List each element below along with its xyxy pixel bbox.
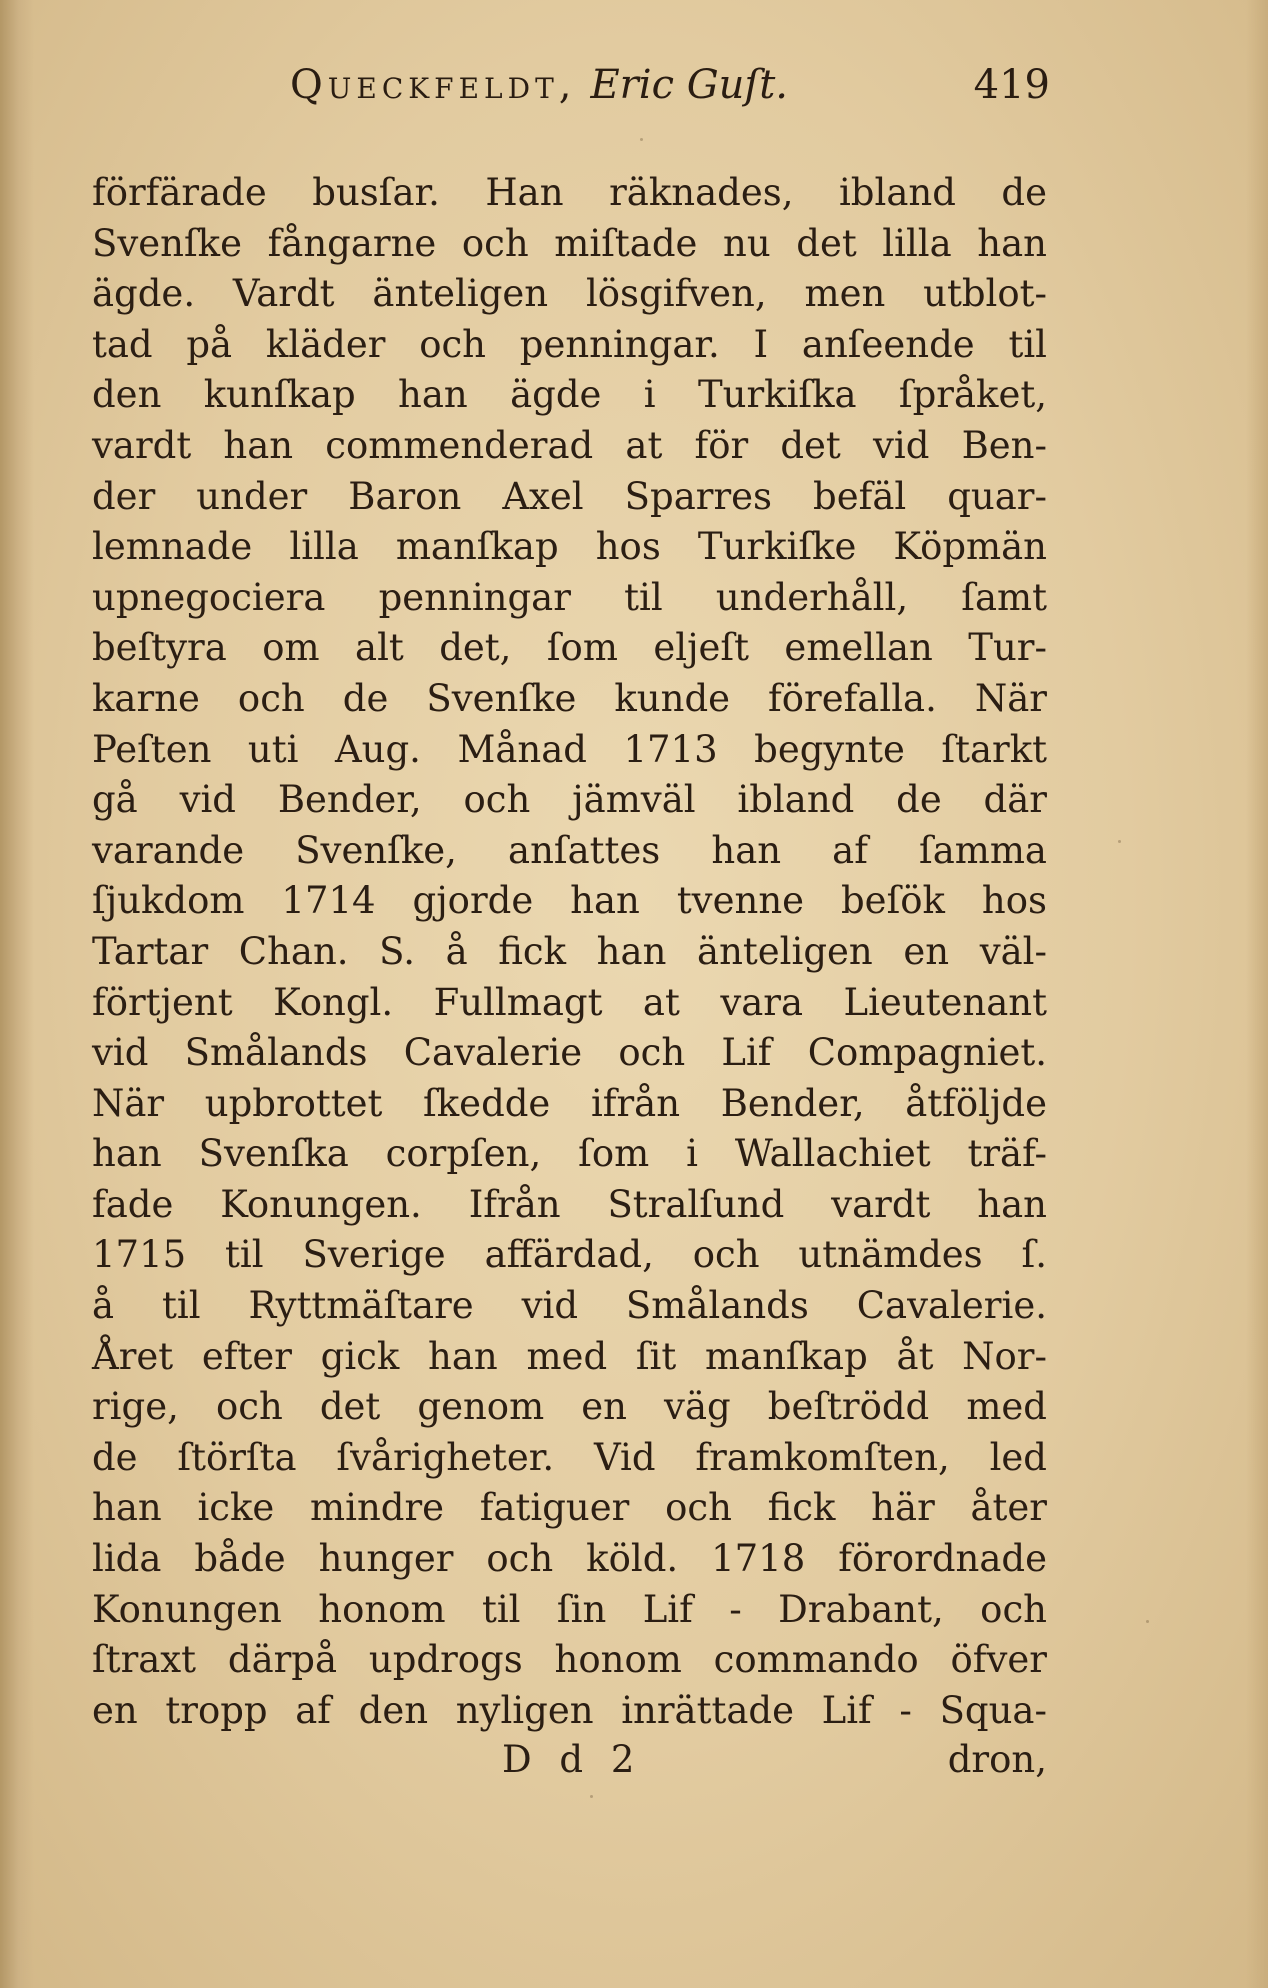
spine-shadow bbox=[0, 0, 34, 1988]
text-line: han icke mindre fatiguer och fick här åter bbox=[92, 1486, 1047, 1530]
text-line: ägde. Vardt änteligen lösgifven, men utblot- bbox=[92, 272, 1047, 316]
page-number: 419 bbox=[973, 62, 1050, 108]
text-line: karne och de Svenſke kunde förefalla. När bbox=[92, 676, 1047, 720]
text-line: han Svenſka corpſen, ſom i Wallachiet träf- bbox=[92, 1132, 1047, 1176]
text-line: tad på kläder och penningar. I anſeende til bbox=[92, 322, 1047, 366]
text-line: gå vid Bender, och jämväl ibland de där bbox=[92, 778, 1047, 822]
text-line: ſjukdom 1714 gjorde han tvenne beſök hos bbox=[92, 879, 1047, 923]
text-line: upnegociera penningar til underhåll, ſamt bbox=[92, 575, 1047, 619]
paper-speck bbox=[640, 138, 643, 141]
text-line: Peſten uti Aug. Månad 1713 begynte ſtarkt bbox=[92, 727, 1047, 771]
text-line: Konungen honom til ſin Lif - Drabant, och bbox=[92, 1587, 1047, 1631]
text-line: fade Konungen. Ifrån Stralſund vardt han bbox=[92, 1182, 1047, 1226]
text-line: vardt han commenderad at för det vid Ben- bbox=[92, 423, 1047, 467]
signature-mark: D d 2 bbox=[502, 1738, 643, 1781]
text-line: förfärade busſar. Han räknades, ibland de bbox=[92, 171, 1047, 214]
text-line: varande Svenſke, anſattes han af ſamma bbox=[92, 828, 1047, 872]
text-line: När upbrottet ſkedde ifrån Bender, åtföljde bbox=[92, 1081, 1047, 1125]
text-line: en tropp af den nyligen inrättade Lif - Squa- bbox=[92, 1688, 1047, 1732]
text-line: förtjent Kongl. Fullmagt at vara Lieutenant bbox=[92, 980, 1047, 1024]
running-head-surname: Queckfeldt, bbox=[290, 62, 577, 108]
paper-speck bbox=[1118, 840, 1121, 843]
text-line: de ſtörſta ſvårigheter. Vid framkomſten, led bbox=[92, 1435, 1047, 1479]
text-line: vid Smålands Cavalerie och Lif Compagniet. bbox=[92, 1031, 1047, 1075]
text-line: 1715 til Sverige affärdad, och utnämdes ſ. bbox=[92, 1233, 1047, 1277]
text-line: å til Ryttmäſtare vid Smålands Cavalerie. bbox=[92, 1284, 1047, 1328]
text-line: rige, och det genom en väg beſtrödd med bbox=[92, 1385, 1047, 1429]
running-head-given-names: Eric Guſt. bbox=[590, 62, 789, 108]
paper-speck bbox=[1146, 1620, 1149, 1623]
text-line: Svenſke fångarne och miſtade nu det lilla han bbox=[92, 221, 1047, 265]
text-line: Året efter gick han med ſit manſkap åt Nor- bbox=[92, 1334, 1047, 1378]
text-line: Tartar Chan. S. å fick han änteligen en väl- bbox=[92, 929, 1047, 973]
running-head bbox=[290, 62, 1050, 122]
text-line: beſtyra om alt det, ſom eljeſt emellan Tur- bbox=[92, 626, 1047, 670]
text-line: lida både hunger och köld. 1718 förordnade bbox=[92, 1537, 1047, 1581]
body-text bbox=[92, 168, 1047, 1736]
footer-line bbox=[92, 1738, 1047, 1788]
text-line: lemnade lilla manſkap hos Turkiſke Köpmän bbox=[92, 525, 1047, 569]
page-edge bbox=[1246, 0, 1268, 1988]
text-line: ſtraxt därpå updrogs honom commando öfver bbox=[92, 1638, 1047, 1682]
text-line: der under Baron Axel Sparres befäl quar- bbox=[92, 474, 1047, 518]
text-line: den kunſkap han ägde i Turkiſka ſpråket, bbox=[92, 373, 1047, 417]
paper-speck bbox=[590, 1795, 593, 1798]
catchword: dron, bbox=[947, 1738, 1047, 1781]
